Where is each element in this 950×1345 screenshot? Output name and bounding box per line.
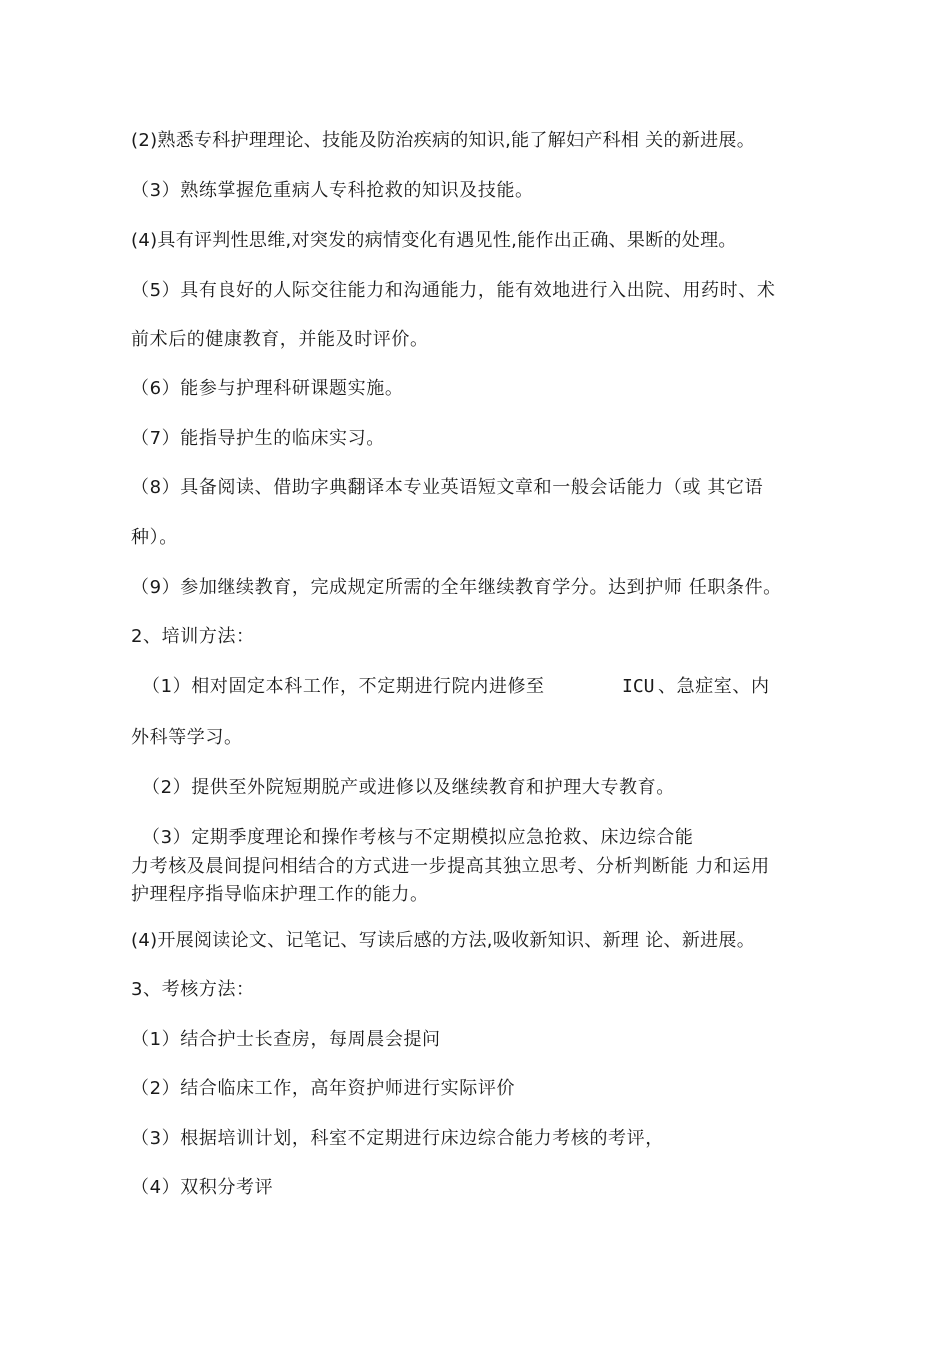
method-1-tail: 、急症室、内: [658, 676, 770, 697]
method-3-cont-1: 力考核及晨间提问相结合的方式进一步提高其独立思考、分析判断能 力和运用: [131, 856, 770, 877]
method-3: （3）定期季度理论和操作考核与不定期模拟应急抢救、床边综合能: [142, 827, 694, 848]
requirement-6: （6）能参与护理科研课题实施。: [131, 378, 404, 399]
assessment-2: （2）结合临床工作，高年资护师进行实际评价: [131, 1078, 516, 1099]
requirement-8: （8）具备阅读、借助字典翻译本专业英语短文章和一般会话能力（或 其它语: [131, 477, 764, 498]
method-1: （1）相对固定本科工作，不定期进行院内进修至: [142, 676, 545, 697]
assessment-3: （3）根据培训计划，科室不定期进行床边综合能力考核的考评，: [131, 1128, 664, 1149]
requirement-5: （5）具有良好的人际交往能力和沟通能力，能有效地进行入出院、用药时、术: [131, 280, 776, 301]
requirement-3: （3）熟练掌握危重病人专科抢救的知识及技能。: [131, 180, 534, 201]
assessment-1: （1）结合护士长查房，每周晨会提问: [131, 1029, 441, 1050]
method-4: (4)开展阅读论文、记笔记、写读后感的方法,吸收新知识、新理 论、新进展。: [131, 930, 756, 951]
requirement-4: (4)具有评判性思维,对突发的病情变化有遇见性,能作出正确、果断的处理。: [131, 230, 737, 251]
requirement-2: (2)熟悉专科护理理论、技能及防治疾病的知识,能了解妇产科相 关的新进展。: [131, 130, 756, 151]
section-training-methods: 2、培训方法：: [131, 626, 255, 647]
requirement-8-cont: 种）。: [131, 527, 178, 548]
method-2: （2）提供至外院短期脱产或进修以及继续教育和护理大专教育。: [142, 777, 675, 798]
requirement-9: （9）参加继续教育，完成规定所需的全年继续教育学分。达到护师 任职条件。: [131, 577, 782, 598]
requirement-5-cont: 前术后的健康教育，并能及时评价。: [131, 329, 429, 350]
requirement-7: （7）能指导护生的临床实习。: [131, 428, 385, 449]
method-3-cont-2: 护理程序指导临床护理工作的能力。: [131, 884, 429, 905]
section-assessment-methods: 3、考核方法：: [131, 979, 255, 1000]
method-1-icu: ICU: [622, 676, 655, 697]
assessment-4: （4）双积分考评: [131, 1177, 274, 1198]
method-1-cont: 外科等学习。: [131, 727, 243, 748]
